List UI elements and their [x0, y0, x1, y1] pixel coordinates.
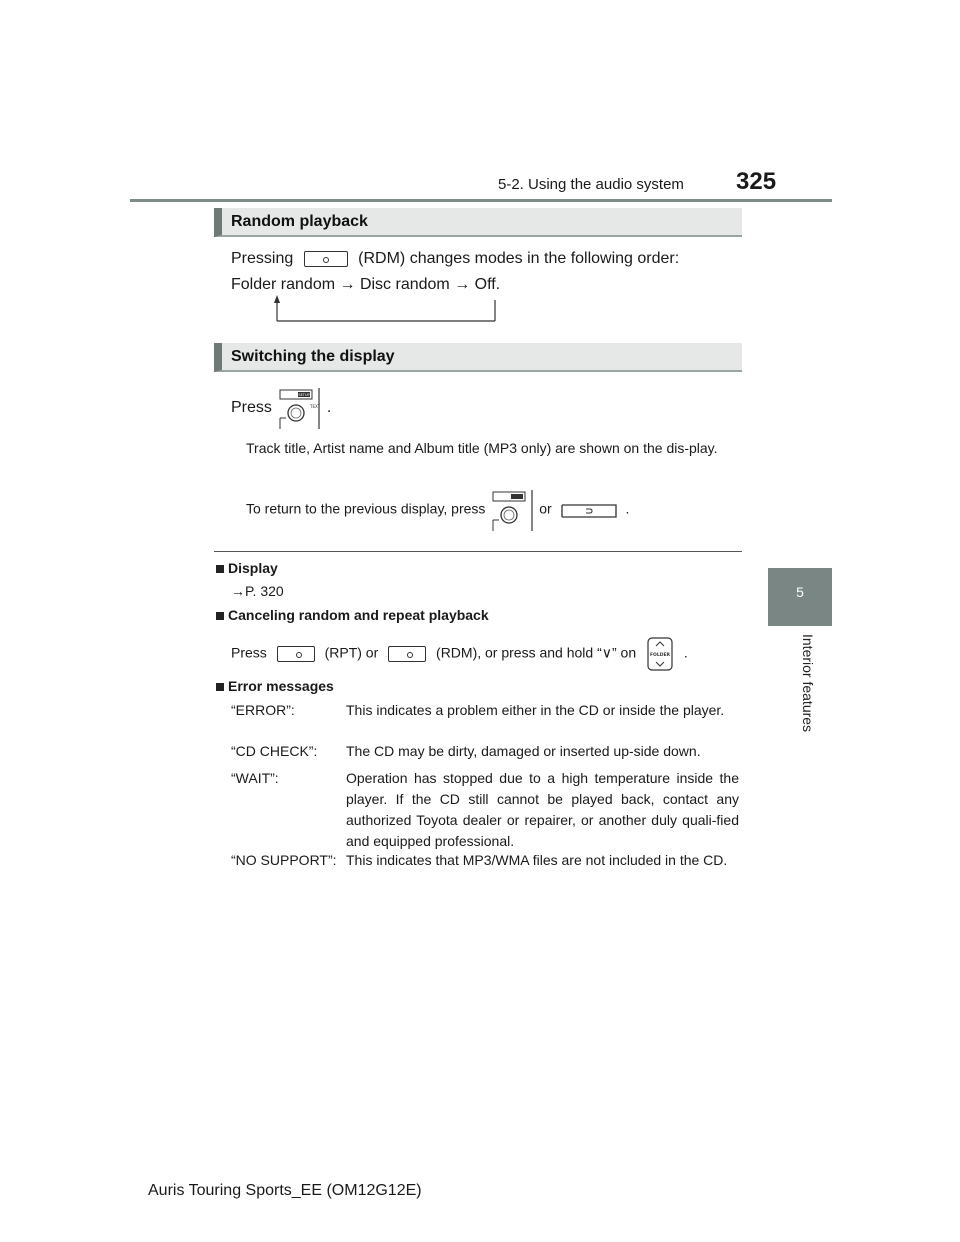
cancel-note-heading: Canceling random and repeat playback: [216, 607, 489, 623]
error-description: This indicates a problem either in the CD or inside the player.: [346, 702, 725, 718]
back-button-icon: [560, 501, 618, 519]
notes-divider: [214, 551, 742, 552]
svg-text:TEXT: TEXT: [310, 404, 321, 409]
text-or: or: [539, 500, 552, 517]
cycle-arrow-icon: [270, 294, 500, 324]
section-heading: 5-2. Using the audio system: [498, 176, 684, 193]
random-playback-title: Random playback: [231, 213, 368, 230]
svg-text:SETUP: SETUP: [298, 393, 310, 397]
text-pressing: Pressing: [231, 250, 294, 267]
display-note-2: [246, 488, 629, 532]
error-key: “ERROR”:: [231, 702, 295, 718]
press-setup-line: [231, 386, 331, 430]
switching-display-heading: [214, 343, 742, 372]
no-support-description: This indicates that MP3/WMA files are not included in the CD.: [346, 852, 728, 868]
cd-check-key: “CD CHECK”:: [231, 743, 318, 759]
rdm-button-icon-2: [388, 646, 426, 662]
chapter-title: Interior features: [800, 634, 816, 733]
bullet-square-icon: [216, 612, 224, 620]
bullet-square-icon: [216, 683, 224, 691]
display-reference: →P. 320: [231, 583, 284, 599]
rdm-button-icon: [304, 251, 348, 267]
random-playback-line1: [231, 250, 679, 268]
page-number: 325: [736, 168, 777, 195]
error-note-heading: Error messages: [216, 678, 334, 694]
display-note-heading: Display: [216, 560, 278, 576]
text-press: Press: [231, 399, 272, 417]
bullet-square-icon: [216, 565, 224, 573]
wait-key: “WAIT”:: [231, 770, 279, 786]
text-period-2: .: [625, 500, 630, 517]
folder-button-icon: [646, 636, 674, 672]
cd-check-description: The CD may be dirty, damaged or inserted up-side down.: [346, 743, 701, 759]
chapter-number: 5: [796, 584, 804, 600]
setup-knob-icon: [276, 386, 322, 430]
no-support-key: “NO SUPPORT”:: [231, 852, 337, 868]
text-return: To return to the previous display, press: [246, 500, 486, 517]
model-footer: Auris Touring Sports_EE (OM12G12E): [148, 1182, 422, 1199]
wait-description: Operation has stopped due to a high temperature inside the player. If the CD still cannot be played back, contact any authorized Toyota dealer or repairer, or another duly quali-fied and equipped professional.: [346, 770, 739, 849]
random-playback-line2: Folder random → Disc random → Off.: [231, 276, 501, 293]
setup-knob-icon-2: [489, 488, 535, 532]
svg-text:FOLDER: FOLDER: [649, 653, 671, 658]
rpt-button-icon: [277, 646, 315, 662]
cancel-instruction: Press (RPT) or (RDM), or press and hold “∨” on FOLDER .: [231, 636, 688, 672]
display-note-1: Track title, Artist name and Album title (MP3 only) are shown on the dis-play.: [246, 440, 718, 456]
header-rule: [130, 199, 832, 202]
text-rdm-order: (RDM) changes modes in the following order:: [358, 250, 680, 267]
text-period: .: [326, 399, 332, 417]
random-playback-heading: [214, 208, 742, 237]
switching-display-title: Switching the display: [231, 348, 395, 365]
